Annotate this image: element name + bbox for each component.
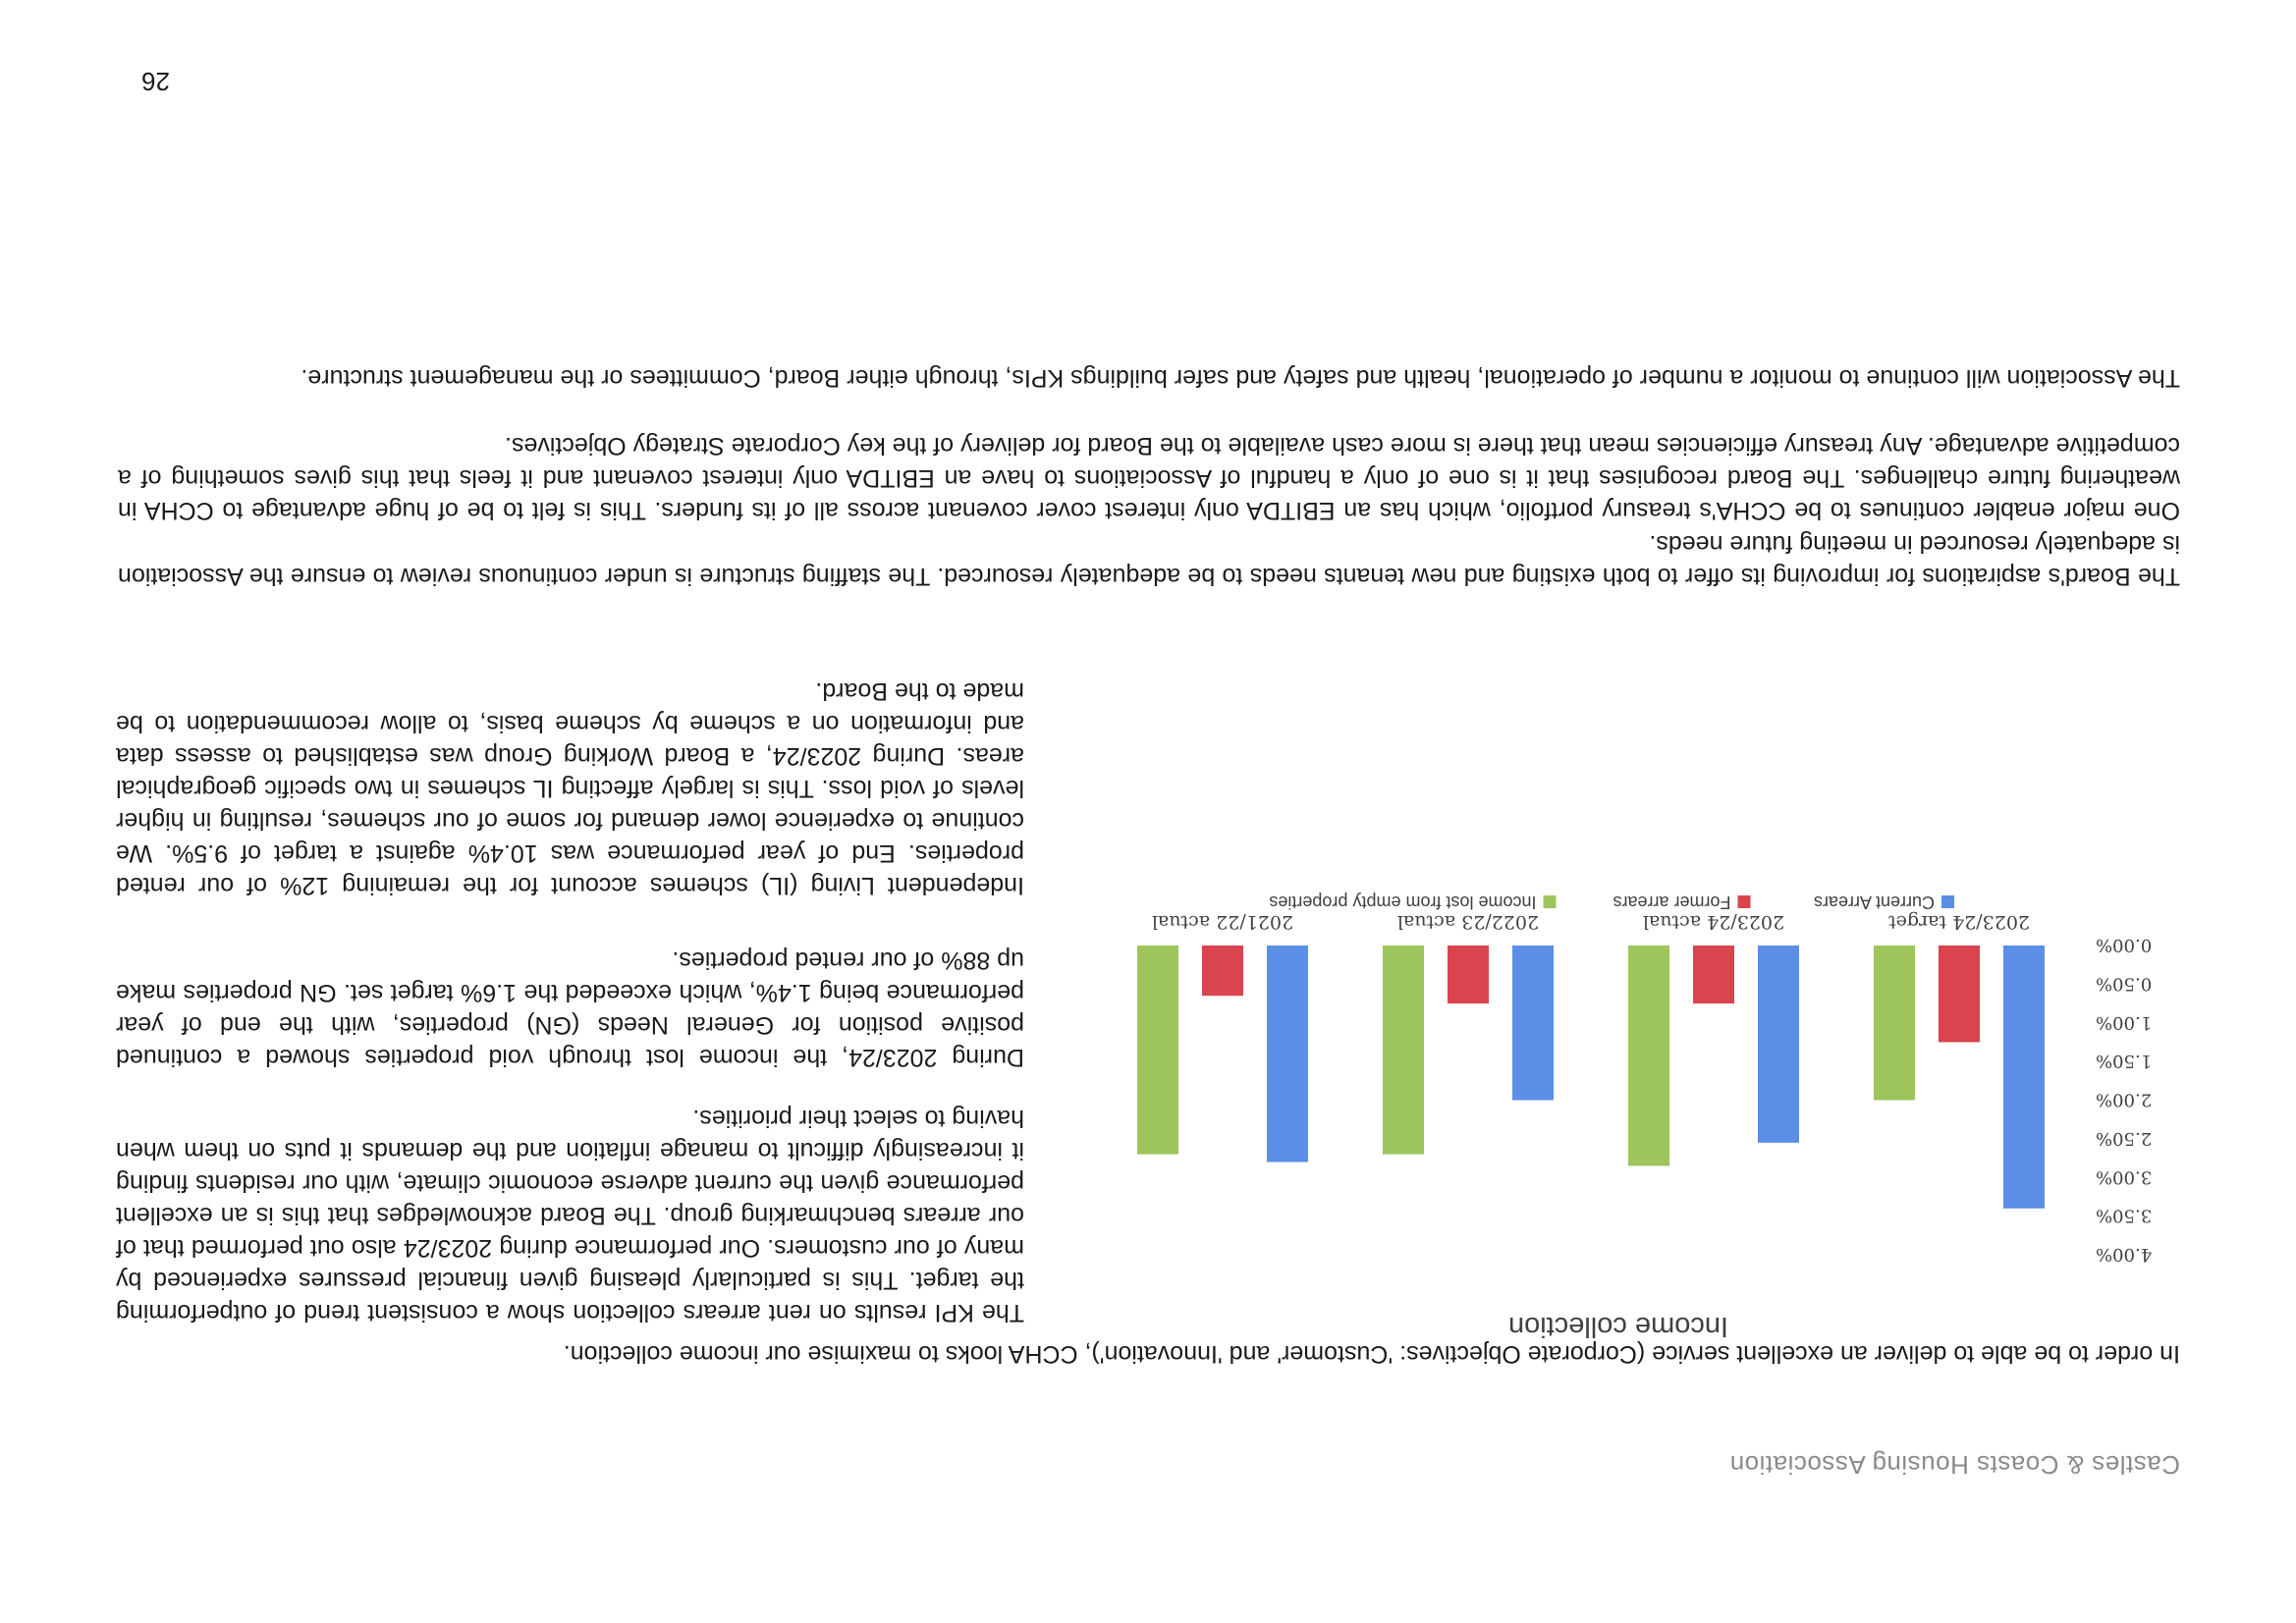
y-tick-label: 2.50%: [2096, 1127, 2153, 1149]
legend-swatch: [1738, 895, 1751, 908]
y-tick-label: 3.00%: [2096, 1166, 2153, 1188]
income-collection-chart: [1080, 867, 2180, 1309]
organisation-header: Castles & Coasts Housing Association: [1729, 1450, 2180, 1480]
category-label: 2023/24 target: [1887, 911, 2031, 933]
bar-income-lost-from-empty-properties: [1137, 946, 1178, 1155]
intro-paragraph: In order to be able to deliver an excellent service (Corporate Objectives: 'Customer' and 'Innovation'), CCHA looks to maximise our income collection.: [563, 1340, 2180, 1368]
y-tick-label: 0.00%: [2096, 935, 2153, 955]
bar-former-arrears: [1693, 946, 1734, 1003]
arrears-kpi-paragraph: The KPI results on rent arrears collection show a consistent trend of outperforming the target. This is particularly pleasing given financial pressures experienced by many of our customers. Our performance during 2023/24 also out performed that of our arrears benchmarking group. The Board acknowledges that this is an excellent performance given the current adverse economic climate, with our residents finding it increasingly difficult to manage inflation and the demands it puts on them when having to select their priorities.: [116, 1105, 1024, 1326]
y-tick-label: 4.00%: [2096, 1244, 2153, 1265]
bar-income-lost-from-empty-properties: [1628, 946, 1669, 1165]
category-label: 2022/23 actual: [1396, 911, 1540, 933]
legend-swatch: [1941, 895, 1954, 908]
y-tick-label: 3.50%: [2096, 1205, 2153, 1226]
treasury-paragraph: One major enabler continues to be CCHA's treasury portfolio, which has an EBITDA only interest cover covenant across all of its funders. This is felt to be of huge advantage to CCHA in weathering future challenges. The Board recognises that it is one of only a handful of Associations to have an EBITDA only interest covenant and it feels that this gives something of a competitive advantage. Any treasury efficiencies mean that there is more cash available to the Board for delivery of the key Corporate Strategy Objectives.: [118, 432, 2180, 524]
independent-living-paragraph: Independent Living (IL) schemes account for the remaining 12% of our rented properties. End of year performance was 10.4% against a target of 9.5%. We continue to experience lower demand for some of our schemes, resulting in higher levels of void loss. This is largely affecting IL schemes in two specific geographical areas. During 2023/24, a Board Working Group was established to assess data and information on a scheme by scheme basis, to allow recommendation to be made to the Board.: [116, 677, 1024, 899]
bar-current-arrears: [1512, 946, 1554, 1101]
page-number: 26: [141, 67, 170, 96]
legend-label: Former arrears: [1613, 893, 1731, 912]
bar-former-arrears: [1202, 946, 1243, 996]
category-label: 2021/22 actual: [1151, 911, 1294, 933]
y-tick-label: 1.00%: [2096, 1011, 2153, 1033]
bar-current-arrears: [2003, 946, 2045, 1209]
y-tick-label: 1.50%: [2096, 1051, 2153, 1072]
y-tick-label: 2.00%: [2096, 1089, 2153, 1110]
bar-income-lost-from-empty-properties: [1383, 946, 1424, 1155]
bar-income-lost-from-empty-properties: [1874, 946, 1915, 1101]
category-label: 2023/24 actual: [1642, 911, 1785, 933]
void-loss-gn-paragraph: During 2023/24, the income lost through void properties showed a continued positive position for General Needs (GN) properties, with the end of year performance being 1.4%, which exceeded the 1.6% target set. GN properties make up 88% of our rented properties.: [116, 947, 1024, 1071]
bar-current-arrears: [1267, 946, 1308, 1163]
bar-former-arrears: [1448, 946, 1489, 1003]
kpi-monitoring-paragraph: The Association will continue to monitor a number of operational, health and safety and safer buildings KPIs, through either Board, Committees or the management structure.: [301, 364, 2180, 392]
bar-former-arrears: [1939, 946, 1980, 1042]
legend-label: Income lost from empty properties: [1269, 893, 1537, 912]
y-tick-label: 0.50%: [2096, 973, 2153, 995]
legend-label: Current Arrears: [1813, 893, 1935, 912]
chart-title: Income collection: [1507, 1311, 1729, 1342]
bar-current-arrears: [1758, 946, 1799, 1143]
board-aspirations-paragraph: The Board's aspirations for improving its offer to both existing and new tenants needs to be adequately resourced. The staffing structure is under continuous review to ensure the Association is adequately resourced in meeting future needs.: [118, 530, 2180, 590]
legend-swatch: [1544, 895, 1557, 908]
